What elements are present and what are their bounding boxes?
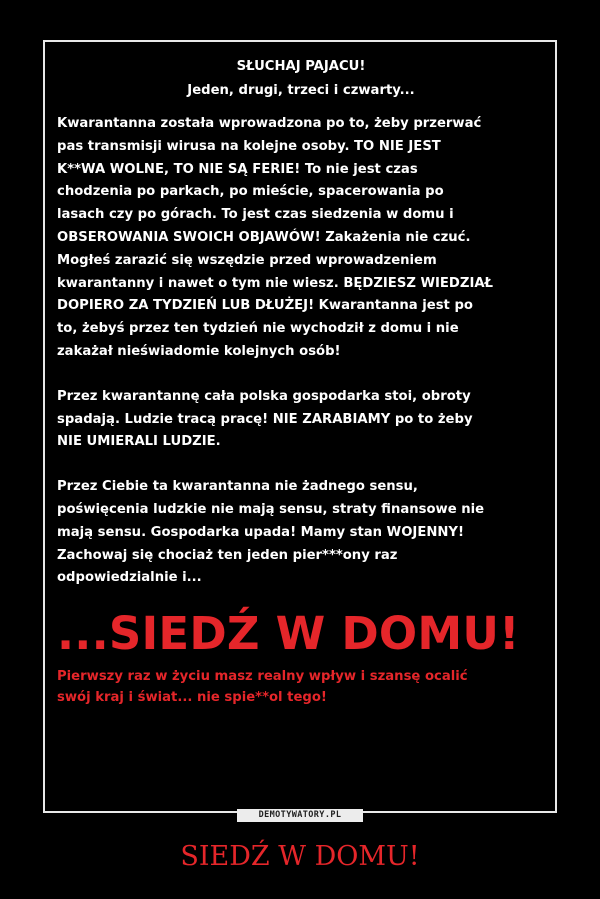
- poster-heading: SŁUCHAJ PAJACU!: [236, 59, 366, 74]
- site-watermark: DEMOTYWATORY.PL: [237, 809, 363, 822]
- big-red-slogan: ...SIEDŹ W DOMU!: [57, 607, 520, 661]
- poster-subheading: Jeden, drugi, trzeci i czwarty...: [187, 83, 415, 98]
- poster-content: [57, 58, 545, 708]
- poster-frame: [43, 40, 557, 813]
- caption-title: SIEDŹ W DOMU!: [180, 841, 420, 872]
- red-paragraph: Pierwszy raz w życiu masz realny wpływ i szansę ocalić swój kraj i świat... nie spie**ol tego!: [57, 669, 468, 706]
- paragraph-1: Kwarantanna została wprowadzona po to, żeby przerwać pas transmisji wirusa na kolejne osoby. TO NIE JEST K**WA WOLNE, TO NIE SĄ FERIE! To nie jest czas chodzenia po parkach, po mieście, spacerowania po lasach czy po górach. To jest czas siedzenia w domu i OBSEROWANIA SWOICH OBJAWÓW! Zakażenia nie czuć. Mogłeś zarazić się wszędzie przed wprowadzeniem kwarantanny i nawet o tym nie wiesz. BĘDZIESZ WIEDZIAŁ DOPIERO ZA TYDZIEŃ LUB DŁUŻEJ! Kwarantanna jest po to, żebyś przez ten tydzień nie wychodził z domu i nie zakażał nieświadomie kolejnych osób!: [57, 116, 494, 359]
- paragraph-3: Przez Ciebie ta kwarantanna nie żadnego sensu, poświęcenia ludzkie nie mają sensu, straty finansowe nie mają sensu. Gospodarka upada! Mamy stan WOJENNY! Zachowaj się chociaż ten jeden pier***ony raz odpowiedzialnie i...: [57, 479, 485, 586]
- paragraph-2: Przez kwarantannę cała polska gospodarka stoi, obroty spadają. Ludzie tracą pracę! NIE ZARABIAMY po to żeby NIE UMIERALI LUDZIE.: [57, 388, 473, 450]
